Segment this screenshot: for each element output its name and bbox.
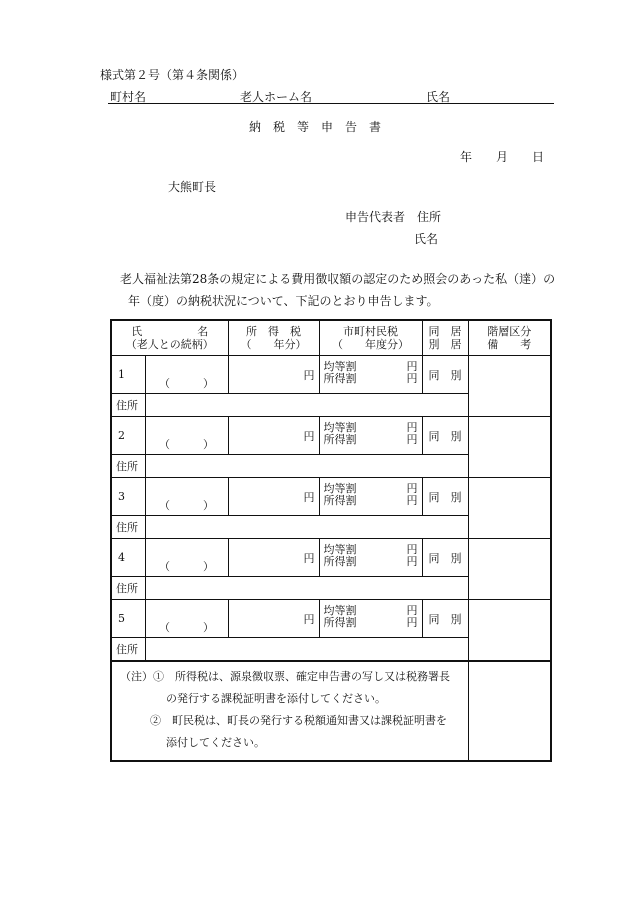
header-resident-tax: 市町村民税 （ 年度分） <box>319 320 422 356</box>
resident-tax-cell[interactable]: 均等割 円 所得割 円 <box>319 600 422 638</box>
address-label: 住所 <box>111 638 145 662</box>
home-name-label: 老人ホーム名 <box>240 90 313 104</box>
note-line: （注）① 所得税は、源泉徴収票、確定申告書の写し又は税務署長 <box>120 670 450 683</box>
date-month: 月 <box>496 150 509 164</box>
cohabitation-cell[interactable]: 同 別 <box>422 356 468 394</box>
income-tax-cell[interactable]: 円 <box>228 478 319 516</box>
address-input-cell[interactable] <box>145 638 468 662</box>
header-name: 氏 名 （老人との続柄） <box>111 320 228 356</box>
address-label: 住所 <box>111 577 145 600</box>
note-line: 添付してください。 <box>166 736 265 749</box>
body-text-line2: 年（度）の納税状況について、下記のとおり申告します。 <box>128 294 439 308</box>
resident-tax-cell[interactable]: 均等割 円 所得割 円 <box>319 417 422 455</box>
notes-row <box>111 661 551 761</box>
name-input-cell[interactable]: （ ） <box>145 417 228 455</box>
address-input-cell[interactable] <box>145 394 468 417</box>
addressee: 大熊町長 <box>168 180 217 194</box>
category-cell[interactable] <box>468 417 551 478</box>
document-title: 納 税 等 申 告 書 <box>248 120 381 134</box>
address-label: 住所 <box>111 394 145 417</box>
name-input-cell[interactable]: （ ） <box>145 539 228 577</box>
notes-blank-cell <box>468 661 551 761</box>
header-income-tax: 所 得 税 （ 年分） <box>228 320 319 356</box>
resident-tax-cell[interactable]: 均等割 円 所得割 円 <box>319 539 422 577</box>
row-number: 2 <box>111 417 145 455</box>
name-input-cell[interactable]: （ ） <box>145 478 228 516</box>
name-input-cell[interactable]: （ ） <box>145 600 228 638</box>
header-underline <box>108 103 554 104</box>
tax-declaration-table <box>110 319 552 762</box>
row-number: 4 <box>111 539 145 577</box>
date-day: 日 <box>532 150 545 164</box>
category-cell[interactable] <box>468 600 551 662</box>
table-row <box>111 539 551 577</box>
resident-tax-cell[interactable]: 均等割 円 所得割 円 <box>319 478 422 516</box>
note-line: の発行する課税証明書を添付してください。 <box>166 692 386 705</box>
cohabitation-cell[interactable]: 同 別 <box>422 417 468 455</box>
table-row <box>111 478 551 516</box>
row-number: 3 <box>111 478 145 516</box>
form-code: 様式第２号（第４条関係） <box>100 68 245 82</box>
income-tax-cell[interactable]: 円 <box>228 356 319 394</box>
cohabitation-cell[interactable]: 同 別 <box>422 539 468 577</box>
address-label: 住所 <box>111 516 145 539</box>
income-tax-cell[interactable]: 円 <box>228 600 319 638</box>
table-row <box>111 600 551 638</box>
cohabitation-cell[interactable]: 同 別 <box>422 478 468 516</box>
category-cell[interactable] <box>468 356 551 417</box>
header-category: 階層区分 備 考 <box>468 320 551 356</box>
resident-tax-cell[interactable]: 均等割 円 所得割 円 <box>319 356 422 394</box>
date-year: 年 <box>460 150 473 164</box>
address-label: 住所 <box>111 455 145 478</box>
town-label: 町村名 <box>110 90 147 104</box>
address-input-cell[interactable] <box>145 516 468 539</box>
income-tax-cell[interactable]: 円 <box>228 417 319 455</box>
cohabitation-cell[interactable]: 同 別 <box>422 600 468 638</box>
table-row <box>111 417 551 455</box>
header-cohabitation: 同 居 別 居 <box>422 320 468 356</box>
name-input-cell[interactable]: （ ） <box>145 356 228 394</box>
name-label: 氏名 <box>426 90 451 104</box>
income-tax-cell[interactable]: 円 <box>228 539 319 577</box>
applicant-address-label: 申告代表者 住所 <box>345 210 442 224</box>
address-input-cell[interactable] <box>145 455 468 478</box>
body-text-line1: 老人福祉法第28条の規定による費用徴収額の認定のため照会のあった私（達）の <box>120 272 556 286</box>
applicant-name-label: 氏名 <box>414 232 439 246</box>
category-cell[interactable] <box>468 478 551 539</box>
table-header-row <box>111 320 551 356</box>
row-number: 1 <box>111 356 145 394</box>
notes-cell <box>111 661 468 761</box>
note-line: ② 町民税は、町長の発行する税額通知書又は課税証明書を <box>150 714 447 727</box>
table-row <box>111 356 551 394</box>
category-cell[interactable] <box>468 539 551 600</box>
address-input-cell[interactable] <box>145 577 468 600</box>
row-number: 5 <box>111 600 145 638</box>
